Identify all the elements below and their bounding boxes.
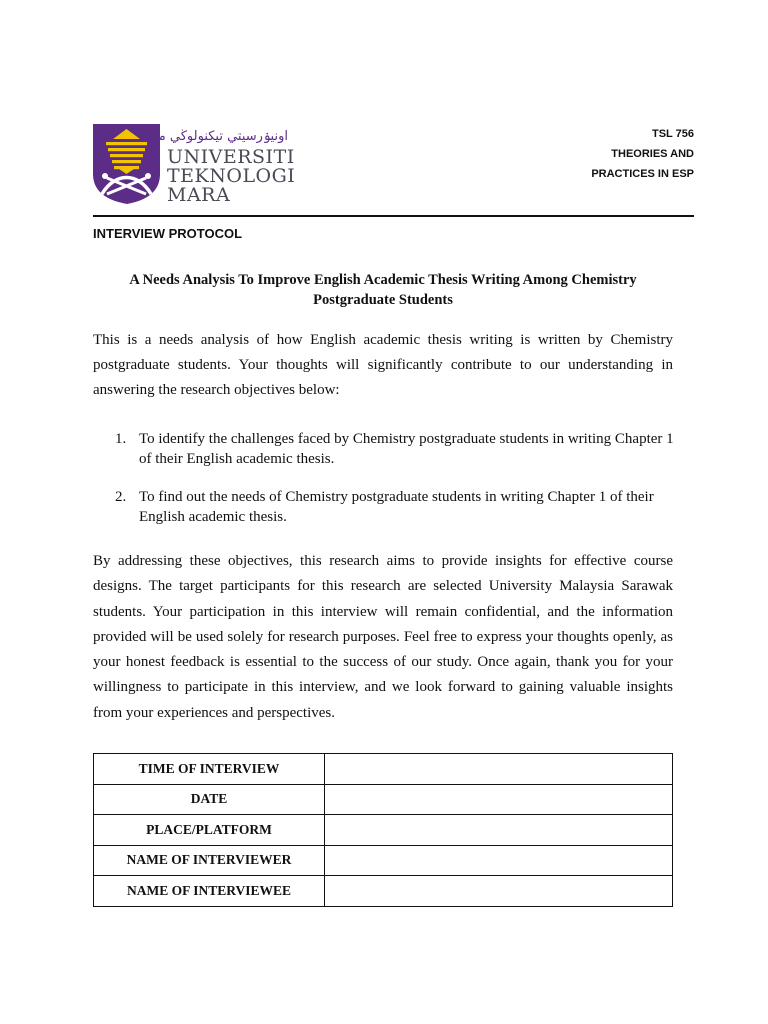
wordmark-line-1: UNIVERSITI [167, 146, 295, 168]
list-item-number: 2. [115, 489, 127, 505]
row-value-date[interactable] [325, 784, 673, 815]
row-label-interviewee: NAME OF INTERVIEWEE [94, 876, 325, 907]
list-item-number: 1. [115, 431, 127, 447]
closing-paragraph: By addressing these objectives, this research aims to provide insights for effective course designs. The target participants for this research are selected University Malaysia Sarawak students. Your participation in this interview will remain confidential, and the information provided will be used solely for research purposes. Feel free to express your thoughts openly, as your honest feedback is essential to the success of our study. Once again, thank you for your willingness to participate in this interview, and we look forward to gaining valuable insights from your experiences and perspectives. [93, 553, 673, 721]
university-logo [93, 124, 296, 206]
row-value-time[interactable] [325, 754, 673, 785]
table-row [94, 754, 673, 785]
jawi-script-wordmark [144, 124, 289, 144]
objectives-list [93, 429, 675, 545]
wordmark-line-2: TEKNOLOGI [167, 165, 296, 187]
table-row [94, 784, 673, 815]
document-title: A Needs Analysis To Improve English Academic Thesis Writing Among Chemistry Postgraduate Students [129, 272, 637, 308]
header-divider [93, 215, 694, 217]
row-value-interviewee[interactable] [325, 876, 673, 907]
row-label-interviewer: NAME OF INTERVIEWER [94, 845, 325, 876]
row-label-date: DATE [94, 784, 325, 815]
course-info [591, 124, 694, 184]
row-value-interviewer[interactable] [325, 845, 673, 876]
table-row [94, 876, 673, 907]
list-item [93, 429, 675, 469]
list-item [93, 487, 675, 527]
course-name-line-2: PRACTICES IN ESP [591, 168, 694, 180]
wordmark-line-3: MARA [167, 184, 231, 206]
table-row [94, 845, 673, 876]
section-heading: INTERVIEW PROTOCOL [93, 226, 243, 241]
row-value-place[interactable] [325, 815, 673, 846]
jawi-university-name: اونيۏرسيتي تيكنولوڬي مارا [144, 129, 288, 144]
table-row [94, 815, 673, 846]
row-label-place: PLACE/PLATFORM [94, 815, 325, 846]
interview-info-table [93, 753, 673, 907]
intro-paragraph: This is a needs analysis of how English academic thesis writing is written by Chemistry postgraduate students. Your thoughts will significantly contribute to our understanding in answering the research objectives below: [93, 332, 673, 398]
course-code: TSL 756 [652, 128, 694, 140]
list-item-text: To find out the needs of Chemistry postgraduate students in writing Chapter 1 of their English academic thesis. [139, 489, 654, 525]
row-label-time: TIME OF INTERVIEW [94, 754, 325, 785]
course-name-line-1: THEORIES AND [611, 148, 694, 160]
list-item-text: To identify the challenges faced by Chemistry postgraduate students in writing Chapter 1 of their English academic thesis. [139, 431, 674, 467]
